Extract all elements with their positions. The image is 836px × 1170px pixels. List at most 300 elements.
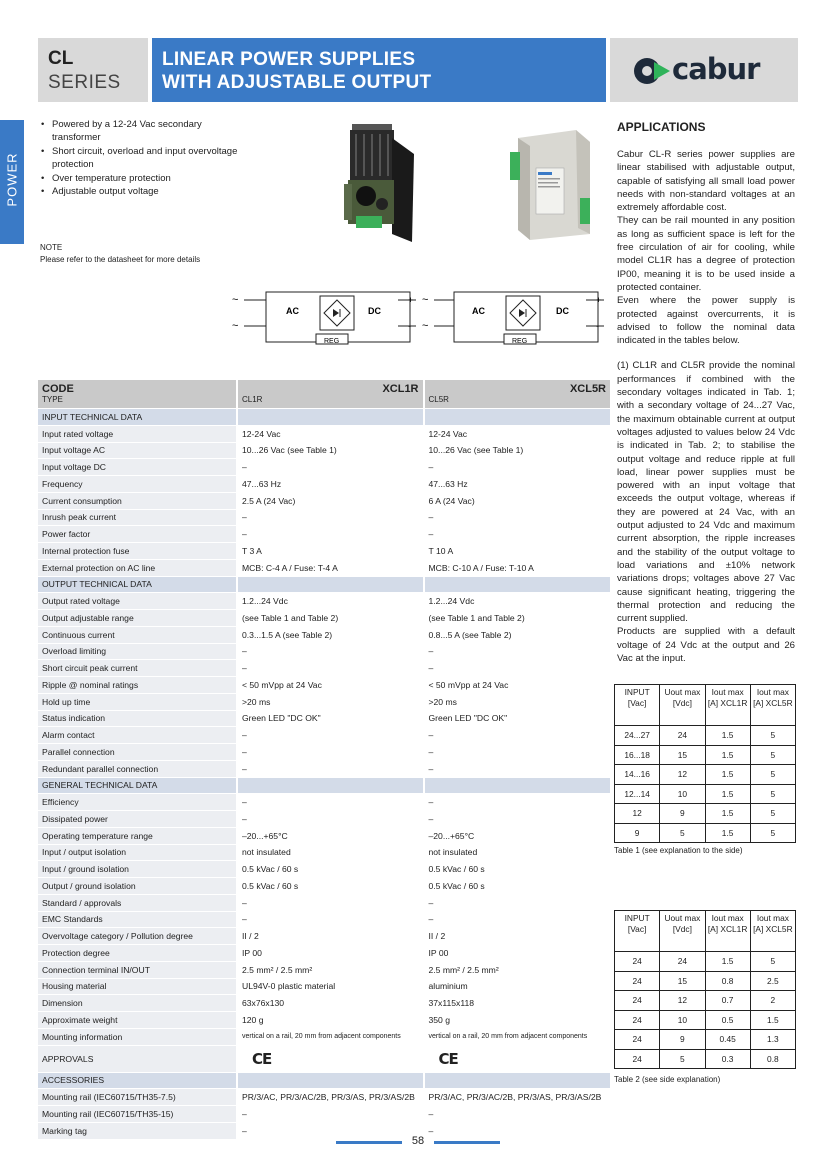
table-cell: 24...27 <box>615 726 660 746</box>
row-label: Housing material <box>38 978 237 995</box>
feature-item: • Over temperature protection <box>40 172 246 185</box>
table-cell: 5 <box>660 1049 705 1069</box>
table-row <box>38 626 610 643</box>
row-label: Ripple @ nominal ratings <box>38 677 237 694</box>
section-spacer <box>424 576 611 593</box>
table-cell: 1.5 <box>705 952 750 972</box>
value-cl5r: 0.5 kVac / 60 s <box>424 878 611 895</box>
section-title: OUTPUT TECHNICAL DATA <box>38 576 237 593</box>
row-label: Mounting rail (IEC60715/TH35-15) <box>38 1106 237 1123</box>
table-row <box>38 1089 610 1106</box>
table-row <box>38 1012 610 1029</box>
table-cell: 10 <box>660 1010 705 1030</box>
row-label: Output adjustable range <box>38 610 237 627</box>
column-header: Iout max [A] XCL5R <box>750 685 795 726</box>
diagram-tilde: ~ <box>422 294 429 306</box>
column-header: INPUT [Vac] <box>615 911 660 952</box>
feature-list <box>40 118 246 198</box>
table-row <box>38 794 610 811</box>
table-cell: 24 <box>660 952 705 972</box>
table-cell: 9 <box>660 1030 705 1050</box>
value-cl5r: T 10 A <box>424 543 611 560</box>
diagram-ac: AC <box>286 306 299 316</box>
table-row <box>38 677 610 694</box>
diagram-ac: AC <box>472 306 485 316</box>
value-cl1r: 47...63 Hz <box>237 476 424 493</box>
value-cl5r: PR/3/AC, PR/3/AC/2B, PR/3/AS, PR/3/AS/2B <box>424 1089 611 1106</box>
table-row <box>38 727 610 744</box>
value-cl1r: – <box>237 526 424 543</box>
series-label: SERIES <box>48 72 121 93</box>
table-row <box>38 543 610 560</box>
value-cl5r: – <box>424 1106 611 1123</box>
wiring-diagram-cl5r <box>420 286 610 348</box>
value-cl1r: 2.5 A (24 Vac) <box>237 492 424 509</box>
table-row <box>38 1028 610 1045</box>
value-cl5r: 0.8...5 A (see Table 2) <box>424 626 611 643</box>
table-row <box>615 765 796 785</box>
row-label: Parallel connection <box>38 744 237 761</box>
table-row <box>38 442 610 459</box>
row-label: Continuous current <box>38 626 237 643</box>
row-label: Marking tag <box>38 1122 237 1139</box>
value-cl1r: – <box>237 1122 424 1139</box>
column-header: Uout max [Vdc] <box>660 911 705 952</box>
table-cell: 24 <box>615 1010 660 1030</box>
table-row <box>38 593 610 610</box>
side-tab-label: POWER <box>4 152 20 207</box>
table-cell: 5 <box>750 765 795 785</box>
table-cell: 12 <box>615 804 660 824</box>
value-cl5r: 2.5 mm² / 2.5 mm² <box>424 961 611 978</box>
table-row <box>615 1049 796 1069</box>
value-cl1r: MCB: C-4 A / Fuse: T-4 A <box>237 559 424 576</box>
table-cell: 0.5 <box>705 1010 750 1030</box>
row-label: Dissipated power <box>38 811 237 828</box>
row-label: Overload limiting <box>38 643 237 660</box>
table-cell: 15 <box>660 971 705 991</box>
table-cell: 5 <box>750 726 795 746</box>
table-row <box>38 492 610 509</box>
table-row <box>38 760 610 777</box>
table-row <box>38 861 610 878</box>
value-cl5r: 10...26 Vac (see Table 1) <box>424 442 611 459</box>
value-cl1r: 12-24 Vac <box>237 425 424 442</box>
row-label: Standard / approvals <box>38 894 237 911</box>
row-label: APPROVALS <box>38 1045 237 1072</box>
value-cl1r: –20...+65°C <box>237 827 424 844</box>
section-spacer <box>237 576 424 593</box>
value-cl1r: – <box>237 660 424 677</box>
diagram-minus: - <box>408 321 411 331</box>
row-label: Status indication <box>38 710 237 727</box>
value-cl5r: – <box>424 643 611 660</box>
value-cl1r: 0.5 kVac / 60 s <box>237 861 424 878</box>
row-label: Internal protection fuse <box>38 543 237 560</box>
row-label: Input rated voltage <box>38 425 237 442</box>
table-row <box>615 804 796 824</box>
table-row <box>38 1106 610 1123</box>
table-row <box>38 710 610 727</box>
section-spacer <box>424 409 611 426</box>
table-row <box>38 911 610 928</box>
section-spacer <box>237 409 424 426</box>
diagram-tilde: ~ <box>232 294 239 306</box>
value-cl1r: II / 2 <box>237 928 424 945</box>
table-1-caption: Table 1 (see explanation to the side) <box>614 846 743 855</box>
value-cl1r: – <box>237 744 424 761</box>
section-row <box>38 409 610 426</box>
value-cl5r: 6 A (24 Vac) <box>424 492 611 509</box>
table-row <box>38 526 610 543</box>
applications-text <box>617 148 795 665</box>
model-code: XCL5R <box>569 383 606 395</box>
value-cl1r: – <box>237 509 424 526</box>
table-row <box>38 878 610 895</box>
value-cl1r: – <box>237 894 424 911</box>
table-row <box>615 1030 796 1050</box>
value-cl5r: 12-24 Vac <box>424 425 611 442</box>
series-code: CL <box>48 48 74 69</box>
table-cell: 1.5 <box>705 765 750 785</box>
table-cell: 12 <box>660 991 705 1011</box>
row-label: Power factor <box>38 526 237 543</box>
approvals-row <box>38 1045 610 1072</box>
value-cl1r: – <box>237 727 424 744</box>
value-cl1r: IP 00 <box>237 945 424 962</box>
approval-cell <box>424 1045 611 1072</box>
table-row <box>38 844 610 861</box>
row-label: Input / output isolation <box>38 844 237 861</box>
spec-header-row <box>38 380 610 409</box>
row-label: Protection degree <box>38 945 237 962</box>
section-title: INPUT TECHNICAL DATA <box>38 409 237 426</box>
value-cl5r: MCB: C-10 A / Fuse: T-10 A <box>424 559 611 576</box>
side-tab <box>0 120 24 244</box>
table-cell: 24 <box>615 971 660 991</box>
table-row <box>615 784 796 804</box>
table-row <box>38 827 610 844</box>
row-label: Short circuit peak current <box>38 660 237 677</box>
brand-mark-icon <box>632 56 672 86</box>
brand-name: cabur <box>672 52 760 86</box>
ce-mark-icon: CE <box>252 1049 272 1068</box>
table-2-caption: Table 2 (see side explanation) <box>614 1075 721 1084</box>
row-label: Frequency <box>38 476 237 493</box>
value-cl5r: – <box>424 794 611 811</box>
row-label: Current consumption <box>38 492 237 509</box>
table-cell: 16...18 <box>615 745 660 765</box>
value-cl1r: 0.3...1.5 A (see Table 2) <box>237 626 424 643</box>
value-cl1r: Green LED "DC OK" <box>237 710 424 727</box>
diagram-plus: + <box>596 295 602 305</box>
table-cell: 1.5 <box>750 1010 795 1030</box>
table-1 <box>614 684 796 843</box>
model-type: CL5R <box>428 395 449 404</box>
wiring-diagram-cl1r <box>230 286 420 348</box>
table-row <box>615 726 796 746</box>
table-cell: 24 <box>615 952 660 972</box>
row-label: Mounting rail (IEC60715/TH35-7.5) <box>38 1089 237 1106</box>
value-cl1r: 1.2...24 Vdc <box>237 593 424 610</box>
applications-title: APPLICATIONS <box>617 120 706 134</box>
section-spacer <box>237 1072 424 1089</box>
table-cell: 5 <box>750 804 795 824</box>
value-cl5r: aluminium <box>424 978 611 995</box>
table-cell: 0.8 <box>750 1049 795 1069</box>
table-row <box>38 928 610 945</box>
table-cell: 0.7 <box>705 991 750 1011</box>
feature-item: • Adjustable output voltage <box>40 185 246 198</box>
table-row <box>38 978 610 995</box>
table-header-row <box>615 685 796 726</box>
table-cell: 5 <box>750 823 795 843</box>
title-line-1: LINEAR POWER SUPPLIES <box>162 49 416 70</box>
series-box <box>38 38 148 102</box>
table-row <box>38 476 610 493</box>
table-row <box>38 425 610 442</box>
value-cl5r: 47...63 Hz <box>424 476 611 493</box>
row-label: Input voltage DC <box>38 459 237 476</box>
applications-paragraph: Even where the power supply is protected against overcurrents, it is advised to follow the nominal data indicated in the tables below. <box>617 295 795 347</box>
section-row <box>38 1072 610 1089</box>
table-header-row <box>615 911 796 952</box>
row-label: Approximate weight <box>38 1012 237 1029</box>
column-header: Iout max [A] XCL5R <box>750 911 795 952</box>
value-cl5r: 350 g <box>424 1012 611 1029</box>
column-header: Iout max [A] XCL1R <box>705 685 750 726</box>
value-cl5r: < 50 mVpp at 24 Vac <box>424 677 611 694</box>
row-label: Input voltage AC <box>38 442 237 459</box>
table-cell: 5 <box>750 952 795 972</box>
table-cell: 2 <box>750 991 795 1011</box>
table-row <box>38 693 610 710</box>
value-cl1r: – <box>237 459 424 476</box>
table-cell: 9 <box>660 804 705 824</box>
section-spacer <box>237 777 424 794</box>
row-label: Operating temperature range <box>38 827 237 844</box>
table-cell: 1.5 <box>705 784 750 804</box>
value-cl1r: UL94V-0 plastic material <box>237 978 424 995</box>
table-cell: 12...14 <box>615 784 660 804</box>
table-cell: 12 <box>660 765 705 785</box>
diagram-dc: DC <box>368 306 381 316</box>
table-cell: 5 <box>750 745 795 765</box>
diagram-plus: + <box>408 295 414 305</box>
table-cell: 1.5 <box>705 745 750 765</box>
row-label: Mounting information <box>38 1028 237 1045</box>
table-cell: 24 <box>660 726 705 746</box>
brand-logo <box>610 38 798 102</box>
value-cl1r: – <box>237 643 424 660</box>
value-cl5r: – <box>424 1122 611 1139</box>
diagram-tilde: ~ <box>232 320 239 332</box>
value-cl1r: T 3 A <box>237 543 424 560</box>
section-spacer <box>424 777 611 794</box>
model-type: CL1R <box>242 395 263 404</box>
value-cl5r: 0.5 kVac / 60 s <box>424 861 611 878</box>
value-cl5r: – <box>424 727 611 744</box>
table-row <box>38 945 610 962</box>
applications-paragraph: They can be rail mounted in any position as long as sufficient space is left for the free circulation of air for cooling, while model CL1R has a degree of protection IP00, meaning it is to be used inside a protected container. <box>617 215 795 293</box>
value-cl1r: 0.5 kVac / 60 s <box>237 878 424 895</box>
row-label: Output rated voltage <box>38 593 237 610</box>
section-row <box>38 777 610 794</box>
table-row <box>38 610 610 627</box>
table-row <box>615 1010 796 1030</box>
value-cl5r: 37x115x118 <box>424 995 611 1012</box>
code-label: CODE <box>42 383 74 395</box>
value-cl5r: 1.2...24 Vdc <box>424 593 611 610</box>
feature-item: • Short circuit, overload and input overvoltage protection <box>40 145 246 172</box>
footer-line-right <box>434 1141 500 1144</box>
value-cl1r: 10...26 Vac (see Table 1) <box>237 442 424 459</box>
note-text: Please refer to the datasheet for more details <box>40 255 201 264</box>
product-photo-cl1r <box>342 124 420 242</box>
table-cell: 5 <box>750 784 795 804</box>
value-cl5r: – <box>424 660 611 677</box>
model-code: XCL1R <box>382 383 419 395</box>
value-cl5r: vertical on a rail, 20 mm from adjacent components <box>424 1028 611 1045</box>
table-row <box>615 971 796 991</box>
diagram-dc: DC <box>556 306 569 316</box>
value-cl1r: – <box>237 811 424 828</box>
column-header: Iout max [A] XCL1R <box>705 911 750 952</box>
column-header: INPUT [Vac] <box>615 685 660 726</box>
diagram-reg: REG <box>512 338 528 345</box>
table-row <box>615 952 796 972</box>
value-cl1r: 2.5 mm² / 2.5 mm² <box>237 961 424 978</box>
type-label: TYPE <box>42 395 63 404</box>
table-row <box>38 744 610 761</box>
value-cl5r: not insulated <box>424 844 611 861</box>
value-cl1r: (see Table 1 and Table 2) <box>237 610 424 627</box>
approval-cell <box>237 1045 424 1072</box>
value-cl5r: – <box>424 760 611 777</box>
row-label: Input / ground isolation <box>38 861 237 878</box>
value-cl5r: – <box>424 459 611 476</box>
table-cell: 1.5 <box>705 726 750 746</box>
table-row <box>38 894 610 911</box>
diagram-minus: - <box>596 321 599 331</box>
value-cl5r: – <box>424 894 611 911</box>
column-header: Uout max [Vdc] <box>660 685 705 726</box>
note <box>40 242 200 266</box>
applications-paragraph: Products are supplied with a default voltage of 24 Vdc at the output and 26 Vac at the input. <box>617 626 795 664</box>
section-title: ACCESSORIES <box>38 1072 237 1089</box>
row-label: Inrush peak current <box>38 509 237 526</box>
value-cl5r: –20...+65°C <box>424 827 611 844</box>
value-cl1r: vertical on a rail, 20 mm from adjacent components <box>237 1028 424 1045</box>
table-row <box>38 961 610 978</box>
row-label: Overvoltage category / Pollution degree <box>38 928 237 945</box>
spec-table <box>38 380 610 1140</box>
row-label: Dimension <box>38 995 237 1012</box>
value-cl5r: – <box>424 811 611 828</box>
table-row <box>38 643 610 660</box>
table-row <box>615 823 796 843</box>
diagram-reg: REG <box>324 338 340 345</box>
table-row <box>615 745 796 765</box>
table-cell: 0.45 <box>705 1030 750 1050</box>
row-label: Alarm contact <box>38 727 237 744</box>
feature-item: • Powered by a 12-24 Vac secondary transformer <box>40 118 246 145</box>
value-cl5r: Green LED "DC OK" <box>424 710 611 727</box>
section-row <box>38 576 610 593</box>
table-cell: 1.5 <box>705 804 750 824</box>
value-cl5r: >20 ms <box>424 693 611 710</box>
value-cl5r: II / 2 <box>424 928 611 945</box>
table-row <box>38 509 610 526</box>
page-number: 58 <box>411 1135 425 1147</box>
value-cl1r: >20 ms <box>237 693 424 710</box>
row-label: Connection terminal IN/OUT <box>38 961 237 978</box>
table-row <box>38 995 610 1012</box>
table-cell: 0.3 <box>705 1049 750 1069</box>
table-cell: 1.3 <box>750 1030 795 1050</box>
row-label: Output / ground isolation <box>38 878 237 895</box>
diagram-tilde: ~ <box>422 320 429 332</box>
value-cl5r: – <box>424 744 611 761</box>
table-cell: 24 <box>615 991 660 1011</box>
table-row <box>38 459 610 476</box>
value-cl1r: 120 g <box>237 1012 424 1029</box>
value-cl1r: PR/3/AC, PR/3/AC/2B, PR/3/AS, PR/3/AS/2B <box>237 1089 424 1106</box>
table-cell: 24 <box>615 1049 660 1069</box>
ce-mark-icon: CE <box>438 1049 458 1068</box>
value-cl5r: – <box>424 526 611 543</box>
table-cell: 5 <box>660 823 705 843</box>
row-label: Redundant parallel connection <box>38 760 237 777</box>
value-cl1r: not insulated <box>237 844 424 861</box>
row-label: External protection on AC line <box>38 559 237 576</box>
table-row <box>38 811 610 828</box>
table-cell: 0.8 <box>705 971 750 991</box>
value-cl1r: – <box>237 911 424 928</box>
table-cell: 14...16 <box>615 765 660 785</box>
table-cell: 1.5 <box>705 823 750 843</box>
value-cl1r: – <box>237 794 424 811</box>
table-2 <box>614 910 796 1069</box>
section-spacer <box>424 1072 611 1089</box>
table-cell: 10 <box>660 784 705 804</box>
value-cl5r: IP 00 <box>424 945 611 962</box>
footer-line-left <box>336 1141 402 1144</box>
applications-paragraph: (1) CL1R and CL5R provide the nominal performances if combined with the secondary voltages indicated in Tab. 1; with a secondary voltage of 24...27 Vac, the maximum obtainable current at output voltages adjusted to values below 24 Vdc is indicated in Tab. 2; to stabilise the output voltage and reduce ripple at full load, linear power supplies must be powered with an input voltage that exceeds the output voltage, whereas if they are powered at 24 Vac, with an output adjusted to 24 Vdc and maximum current absorption, the ripple increases and the stability of the output voltage to load variations and ±10% network variations drops; voltages above 27 Vac cause significant heating, triggering the thermal protection and reducing the current supplied. <box>617 360 795 625</box>
table-cell: 9 <box>615 823 660 843</box>
row-label: EMC Standards <box>38 911 237 928</box>
value-cl5r: – <box>424 911 611 928</box>
value-cl1r: – <box>237 1106 424 1123</box>
value-cl5r: – <box>424 509 611 526</box>
row-label: Efficiency <box>38 794 237 811</box>
table-row <box>38 559 610 576</box>
value-cl5r: (see Table 1 and Table 2) <box>424 610 611 627</box>
value-cl1r: 63x76x130 <box>237 995 424 1012</box>
applications-paragraph: Cabur CL-R series power supplies are linear stabilised with adjustable output, capable of satisfying all small load power needs with non-standard voltages at an extremely affordable cost. <box>617 149 795 214</box>
value-cl1r: < 50 mVpp at 24 Vac <box>237 677 424 694</box>
table-cell: 24 <box>615 1030 660 1050</box>
row-label: Hold up time <box>38 693 237 710</box>
section-title: GENERAL TECHNICAL DATA <box>38 777 237 794</box>
table-row <box>38 1122 610 1139</box>
title-line-2: WITH ADJUSTABLE OUTPUT <box>162 72 432 93</box>
table-cell: 2.5 <box>750 971 795 991</box>
table-cell: 15 <box>660 745 705 765</box>
value-cl1r: – <box>237 760 424 777</box>
product-photo-cl5r <box>490 128 602 242</box>
table-row <box>38 660 610 677</box>
